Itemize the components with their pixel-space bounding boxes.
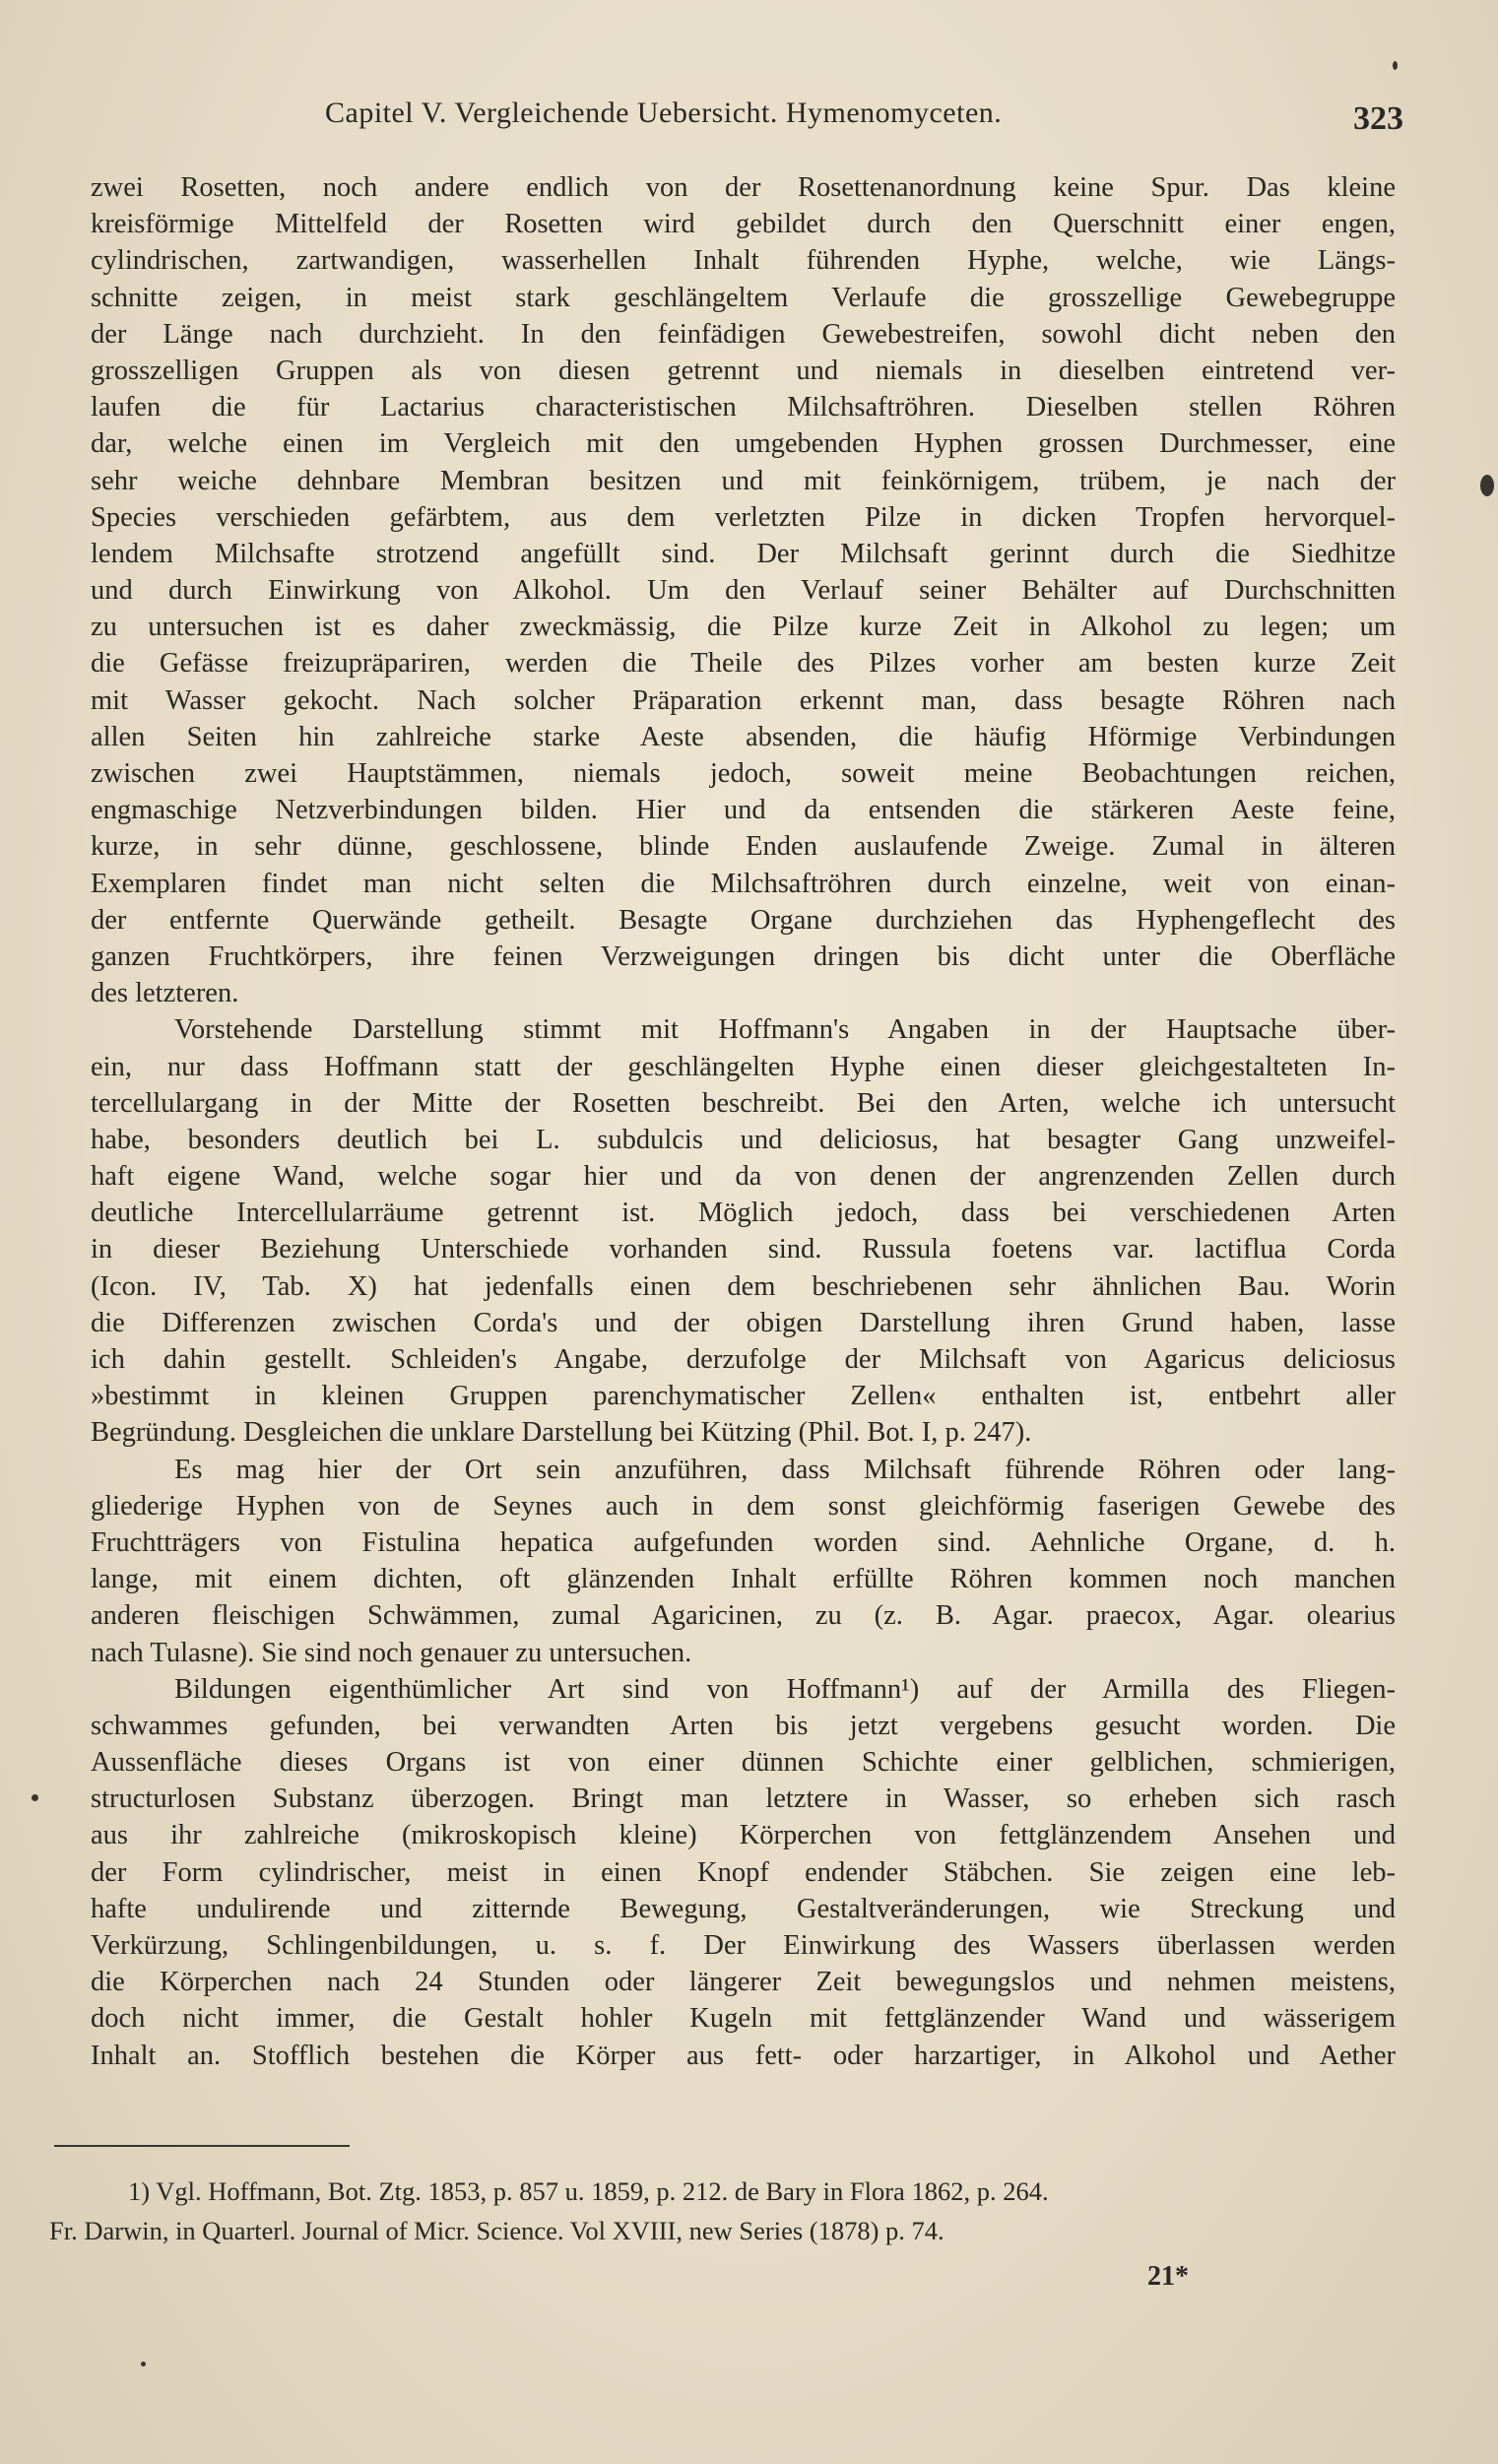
text-line: gliederige Hyphen von de Seynes auch in dem sonst gleichförmig faserigen Gewebe des: [91, 1490, 1396, 1522]
text-line: Fruchtträgers von Fistulina hepatica aufgefunden worden sind. Aehnliche Organe, d. h.: [91, 1526, 1396, 1558]
text-line: Species verschieden gefärbtem, aus dem verletzten Pilze in dicken Tropfen hervorquel-: [91, 501, 1396, 533]
text-line: habe, besonders deutlich bei L. subdulcis und deliciosus, hat besagter Gang unzweifel-: [91, 1124, 1396, 1155]
body-text: [91, 169, 1396, 2074]
footnote-divider: [54, 2145, 350, 2147]
text-line: deutliche Intercellularräume getrennt ist. Möglich jedoch, dass bei verschiedenen Arten: [91, 1198, 1396, 1229]
text-line: ich dahin gestellt. Schleiden's Angabe, derzufolge der Milchsaft von Agaricus deliciosus: [91, 1344, 1396, 1375]
margin-speck: [141, 2362, 146, 2367]
text-line: nach Tulasne). Sie sind noch genauer zu untersuchen.: [91, 1637, 692, 1668]
text-line: structurlosen Substanz überzogen. Bringt man letztere in Wasser, so erheben sich rasch: [91, 1783, 1396, 1815]
text-line: Bildungen eigenthümlicher Art sind von Hoffmann¹) auf der Armilla des Fliegen-: [174, 1673, 1396, 1705]
footnote-line: Fr. Darwin, in Quarterl. Journal of Micr. Science. Vol XVIII, new Series (1878) p. 74.: [49, 2216, 944, 2245]
text-line: zwischen zwei Hauptstämmen, niemals jedoch, soweit meine Beobachtungen reichen,: [91, 758, 1396, 789]
text-line: Aussenfläche dieses Organs ist von einer dünnen Schichte einer gelblichen, schmierigen,: [91, 1747, 1396, 1779]
text-line: schwammes gefunden, bei verwandten Arten bis jetzt vergebens gesucht worden. Die: [91, 1710, 1396, 1741]
footnote-line: 1) Vgl. Hoffmann, Bot. Ztg. 1853, p. 857 u. 1859, p. 212. de Bary in Flora 1862, p. 264.: [128, 2176, 1049, 2206]
text-line: zwei Rosetten, noch andere endlich von der Rosettenanordnung keine Spur. Das kleine: [91, 172, 1396, 203]
text-line: dar, welche einen im Vergleich mit den umgebenden Hyphen grossen Durchmesser, eine: [91, 428, 1396, 460]
text-line: haft eigene Wand, welche sogar hier und da von denen der angrenzenden Zellen durch: [91, 1161, 1396, 1193]
text-line: sehr weiche dehnbare Membran besitzen und mit feinkörnigem, trübem, je nach der: [91, 465, 1396, 496]
text-line: Es mag hier der Ort sein anzuführen, dass Milchsaft führende Röhren oder lang-: [174, 1454, 1396, 1485]
text-line: schnitte zeigen, in meist stark geschlängeltem Verlaufe die grosszellige Gewebegruppe: [91, 282, 1396, 313]
text-line: zu untersuchen ist es daher zweckmässig, die Pilze kurze Zeit in Alkohol zu legen; um: [91, 612, 1396, 643]
text-line: kreisförmige Mittelfeld der Rosetten wird gebildet durch den Querschnitt einer engen,: [91, 209, 1396, 240]
text-line: mit Wasser gekocht. Nach solcher Präparation erkennt man, dass besagte Röhren nach: [91, 684, 1396, 716]
text-line: lange, mit einem dichten, oft glänzenden Inhalt erfüllte Röhren kommen noch manchen: [91, 1564, 1396, 1595]
text-line: der Form cylindrischer, meist in einen Knopf endender Stäbchen. Sie zeigen eine leb-: [91, 1856, 1396, 1888]
text-line: allen Seiten hin zahlreiche starke Aeste absenden, die häufig Hförmige Verbindungen: [91, 721, 1396, 752]
text-line: ganzen Fruchtkörpers, ihre feinen Verzweigungen dringen bis dicht unter die Oberfläche: [91, 940, 1396, 972]
page-number: 323: [1353, 100, 1403, 137]
text-line: tercellulargang in der Mitte der Rosetten beschreibt. Bei den Arten, welche ich untersucht: [91, 1087, 1396, 1119]
text-line: die Gefässe freizupräpariren, werden die Theile des Pilzes vorher am besten kurze Zeit: [91, 648, 1396, 680]
text-line: die Differenzen zwischen Corda's und der obigen Darstellung ihren Grund haben, lasse: [91, 1307, 1396, 1338]
text-line: anderen fleischigen Schwämmen, zumal Agaricinen, zu (z. B. Agar. praecox, Agar. olearius: [91, 1600, 1396, 1632]
text-line: »bestimmt in kleinen Gruppen parenchymatischer Zellen« enthalten ist, entbehrt aller: [91, 1381, 1396, 1412]
text-line: kurze, in sehr dünne, geschlossene, blinde Enden auslaufende Zweige. Zumal in älteren: [91, 831, 1396, 863]
text-line: Vorstehende Darstellung stimmt mit Hoffmann's Angaben in der Hauptsache über-: [174, 1014, 1396, 1046]
signature-mark: 21*: [1147, 2261, 1189, 2292]
margin-speck: [1480, 475, 1494, 496]
text-line: des letzteren.: [91, 978, 239, 1009]
text-line: Begründung. Desgleichen die unklare Darstellung bei Kützing (Phil. Bot. I, p. 247).: [91, 1417, 1032, 1449]
margin-bullet: [32, 1794, 38, 1801]
text-line: der entfernte Querwände getheilt. Besagte Organe durchziehen das Hyphengeflecht des: [91, 904, 1396, 936]
text-line: Exemplaren findet man nicht selten die Milchsaftröhren durch einzelne, weit von einan-: [91, 868, 1396, 899]
text-line: doch nicht immer, die Gestalt hohler Kugeln mit fettglänzender Wand und wässerigem: [91, 2003, 1396, 2035]
text-line: und durch Einwirkung von Alkohol. Um den Verlauf seiner Behälter auf Durchschnitten: [91, 575, 1396, 607]
text-line: grosszelligen Gruppen als von diesen getrennt und niemals in dieselben eintretend ver-: [91, 355, 1396, 386]
text-line: in dieser Beziehung Unterschiede vorhanden sind. Russula foetens var. lactiflua Corda: [91, 1234, 1396, 1265]
text-line: aus ihr zahlreiche (mikroskopisch kleine) Körperchen von fettglänzendem Ansehen und: [91, 1820, 1396, 1851]
text-line: Inhalt an. Stofflich bestehen die Körper aus fett- oder harzartiger, in Alkohol und Aether: [91, 2040, 1396, 2071]
text-line: lendem Milchsafte strotzend angefüllt sind. Der Milchsaft gerinnt durch die Siedhitze: [91, 538, 1396, 569]
text-line: laufen die für Lactarius characteristischen Milchsaftröhren. Dieselben stellen Röhren: [91, 392, 1396, 423]
running-title: Capitel V. Vergleichende Uebersicht. Hymenomyceten.: [325, 97, 1003, 129]
text-line: hafte undulirende und zitternde Bewegung, Gestaltveränderungen, wie Streckung und: [91, 1893, 1396, 1924]
text-line: cylindrischen, zartwandigen, wasserhellen Inhalt führenden Hyphe, welche, wie Längs-: [91, 245, 1396, 277]
page-header: [325, 97, 1403, 146]
text-line: die Körperchen nach 24 Stunden oder längerer Zeit bewegungslos und nehmen meistens,: [91, 1967, 1396, 1998]
text-line: (Icon. IV, Tab. X) hat jedenfalls einen dem beschriebenen sehr ähnlichen Bau. Worin: [91, 1270, 1396, 1302]
text-line: Verkürzung, Schlingenbildungen, u. s. f. Der Einwirkung des Wassers überlassen werden: [91, 1930, 1396, 1961]
text-line: engmaschige Netzverbindungen bilden. Hier und da entsenden die stärkeren Aeste feine,: [91, 795, 1396, 826]
text-line: der Länge nach durchzieht. In den feinfädigen Gewebestreifen, sowohl dicht neben den: [91, 318, 1396, 350]
text-line: ein, nur dass Hoffmann statt der geschlängelten Hyphe einen dieser gleichgestalteten In-: [91, 1051, 1396, 1082]
footnotes: [49, 2172, 1399, 2250]
margin-speck: [1393, 61, 1398, 70]
